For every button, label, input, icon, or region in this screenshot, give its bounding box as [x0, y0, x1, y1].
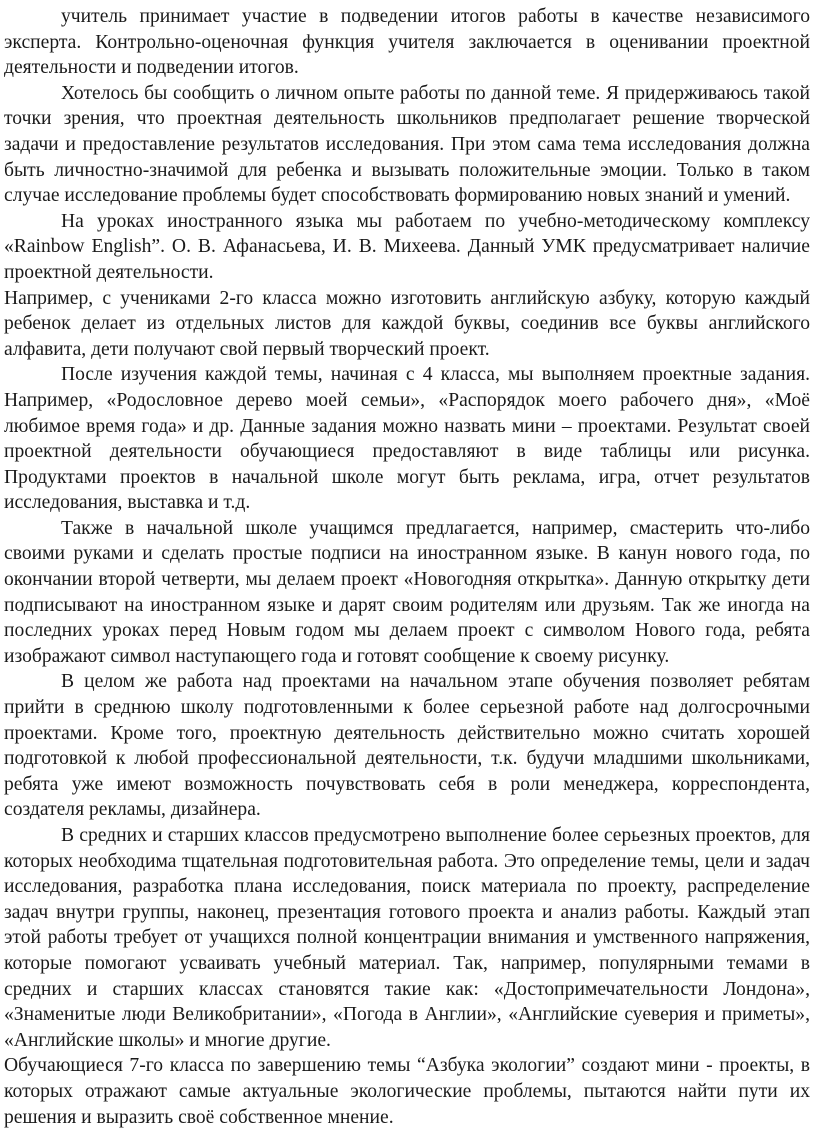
- paragraph-senior-projects: В средних и старших классов предусмотрено выполнение более серьезных проектов, для которых необходима тщательная подготовительная работа. Это определение темы, цели и задач исследования, разработка плана исследования, поиск материала по проекту, распределение задач внутри группы, наконец, презентация готового проекта и анализ работы. Каждый этап этой работы требует от учащихся полной концентрации внимания и умственного напряжения, которые помогают усваивать учебный материал. Так, например, популярными темами в средних и старших классах становятся такие как: «Достопримечательности Лондона», «Знаменитые люди Великобритании», «Погода в Англии», «Английские суеверия и приметы», «Английские школы» и многие другие.: [4, 825, 810, 1051]
- paragraph-ecology-alphabet: Обучающиеся 7-го класса по завершению темы “Азбука экологии” создают мини - проекты, в которых отражают самые актуальные экологические проблемы, пытаются найти пути их решения и выразить своё собственное мнение.: [4, 1055, 810, 1128]
- paragraph-new-year-card: Также в начальной школе учащимся предлагается, например, смастерить что-либо своими руками и сделать простые подписи на иностранном языке. В канун нового года, по окончании второй четверти, мы делаем проект «Новогодняя открытка». Данную открытку дети подписывают на иностранном языке и дарят своим родителям или друзьям. Так же иногда на последних уроках перед Новым годом мы делаем проект с символом Нового года, ребята изображают символ наступающего года и готовят сообщение к своему рисунку.: [4, 517, 810, 667]
- paragraph-alphabet-project: Например, с учениками 2-го класса можно изготовить английскую азбуку, которую каждый ребенок делает из отдельных листов для каждой буквы, соединив все буквы английского алфавита, дети получают свой первый творческий проект.: [4, 287, 810, 360]
- paragraph-rainbow-english: На уроках иностранного языка мы работаем по учебно-методическому комплексу «Rainbow English”. О. В. Афанасьева, И. В. Михеева. Данный УМК предусматривает наличие проектной деятельности.: [4, 210, 810, 283]
- paragraph-primary-school-value: В целом же работа над проектами на начальном этапе обучения позволяет ребятам прийти в среднюю школу подготовленными к более серьезной работе над долгосрочными проектами. Кроме того, проектную деятельность действительно можно считать хорошей подготовкой к любой профессиональной деятельности, т.к. будучи младшими школьниками, ребята уже имеют возможность почувствовать себя в роли менеджера, корреспондента, создателя рекламы, дизайнера.: [4, 671, 810, 821]
- paragraph-personal-experience: Хотелось бы сообщить о личном опыте работы по данной теме. Я придерживаюсь такой точки зрения, что проектная деятельность школьников предполагает решение творческой задачи и предоставление результатов исследования. При этом сама тема исследования должна быть личностно-значимой для ребенка и вызывать положительные эмоции. Только в таком случае исследование проблемы будет способствовать формированию новых знаний и умений.: [4, 82, 810, 207]
- document-body: [4, 4, 810, 1130]
- paragraph-mini-projects: После изучения каждой темы, начиная с 4 класса, мы выполняем проектные задания. Например, «Родословное дерево моей семьи», «Распорядок моего рабочего дня», «Моё любимое время года» и др. Данные задания можно назвать мини – проектами. Результат своей проектной деятельности обучающиеся предоставляют в виде таблицы или рисунка. Продуктами проектов в начальной школе могут быть реклама, игра, отчет результатов исследования, выставка и т.д.: [4, 364, 810, 514]
- paragraph-expert-role: учитель принимает участие в подведении итогов работы в качестве независимого эксперта. Контрольно-оценочная функция учителя заключается в оценивании проектной деятельности и подведении итогов.: [4, 6, 810, 79]
